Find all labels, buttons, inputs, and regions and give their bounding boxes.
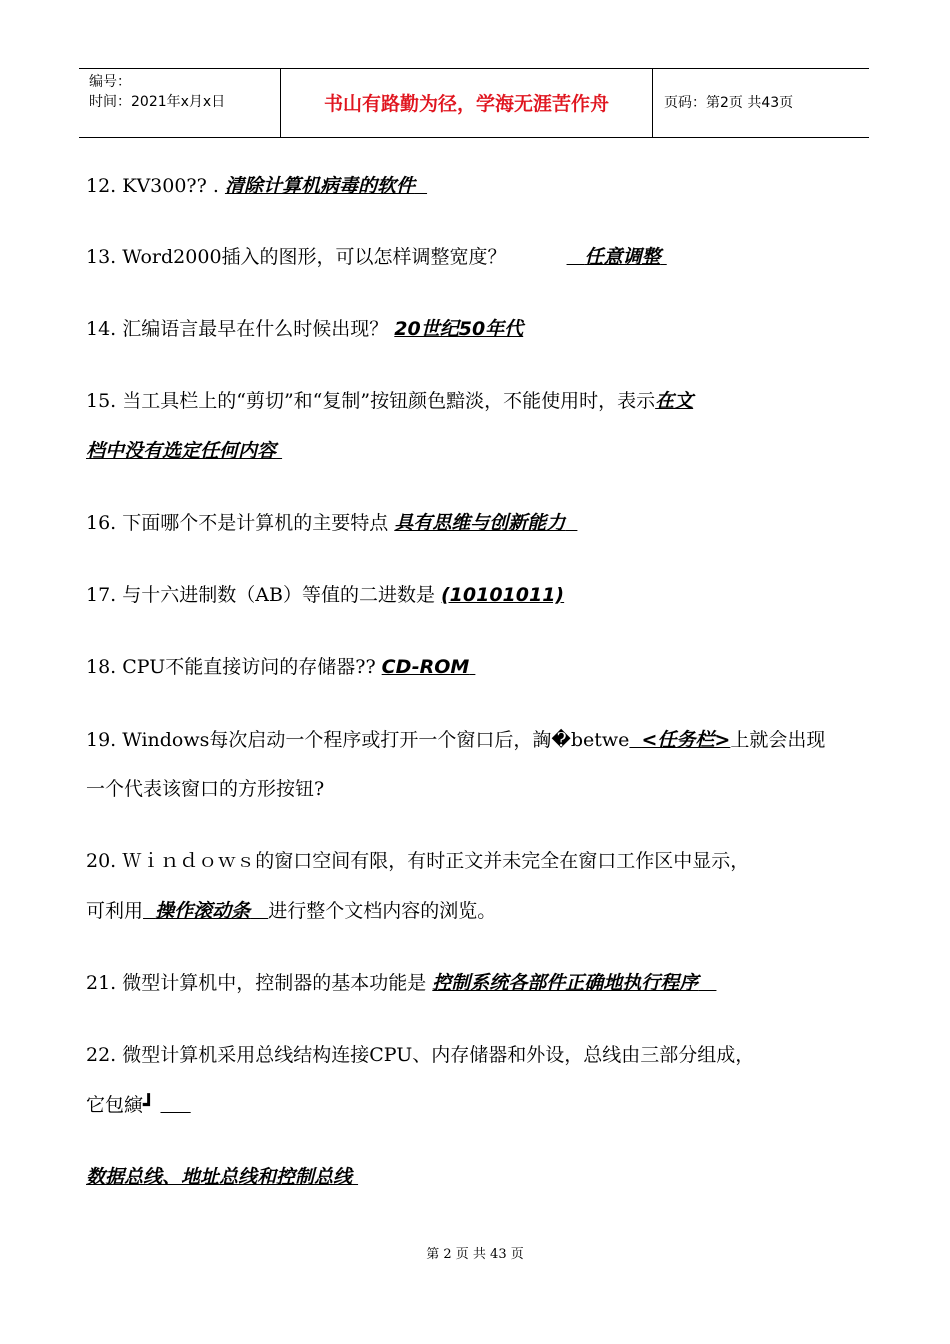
header-page-cell — [654, 69, 869, 137]
question-text-line-2: 一个代表该窗口的方形按钮? — [86, 778, 325, 800]
answer: 控制系统各部件正确地执行程序 — [432, 972, 699, 994]
answer: 操作滚动条 — [155, 900, 251, 922]
question-19 — [86, 727, 866, 753]
answer: 数据总线、地址总线和控制总线 — [86, 1166, 353, 1188]
answer-trail — [565, 512, 577, 534]
header-motto-cell — [281, 69, 653, 137]
answer-lead — [567, 246, 585, 268]
question-text: 12. KV300?? . — [86, 175, 225, 197]
question-22 — [86, 1042, 866, 1068]
answer-blank — [160, 1094, 190, 1116]
question-15 — [86, 388, 866, 414]
question-17 — [86, 582, 866, 608]
question-13 — [86, 244, 866, 270]
answer-trail — [352, 1166, 358, 1188]
page-info: 页码：第2页 共43页 — [664, 95, 794, 111]
answer-trail — [250, 900, 268, 922]
question-20 — [86, 848, 866, 874]
question-text: 14. 汇编语言最早在什么时候出现？ — [86, 318, 395, 340]
answer: 任意调整 — [584, 246, 661, 268]
question-19-line-2 — [86, 776, 866, 802]
question-text-line-2b: 进行整个文档内容的浏览。 — [268, 900, 497, 922]
question-text-line-2a: 可利用 — [86, 900, 144, 922]
question-12 — [86, 173, 866, 199]
answer-trail — [469, 656, 475, 678]
question-22-answer — [86, 1164, 866, 1190]
time-label: 时间：2021年x月x日 — [89, 94, 226, 110]
answer-trail — [276, 440, 282, 462]
question-text: 13. Word2000插入的图形，可以怎样调整宽度？ — [86, 246, 507, 268]
question-text: 15. 当工具栏上的“剪切”和“复制”按钮颜色黯淡，不能使用时，表示 — [86, 390, 656, 412]
question-text: 22. 微型计算机采用总线结构连接CPU、内存储器和外设，总线由三部分组成， — [86, 1044, 755, 1066]
answer-part-2: 档中没有选定任何内容 — [86, 440, 277, 462]
question-text: 16. 下面哪个不是计算机的主要特点 — [86, 512, 395, 534]
question-14 — [86, 316, 866, 342]
page-header — [79, 68, 869, 138]
answer: 清除计算机病毒的软件 — [224, 175, 415, 197]
answer-trail — [698, 972, 716, 994]
question-15-line-2 — [86, 438, 866, 464]
page-footer: 第 2 页 共 43 页 — [426, 1247, 524, 1262]
question-18 — [86, 654, 866, 680]
question-text-continued: 上就会出现 — [730, 729, 826, 751]
number-label: 编号： — [89, 74, 131, 90]
answer-trail — [661, 246, 667, 268]
question-16 — [86, 510, 866, 536]
answer-lead — [629, 729, 641, 751]
question-text: 19. Windows每次启动一个程序或打开一个窗口后，詾�betwe — [86, 729, 630, 751]
header-meta-cell — [79, 69, 281, 137]
question-text-line-2: 它包縯┛ — [86, 1094, 161, 1116]
motto: 书山有路勤为径，学海无涯苦作舟 — [323, 93, 609, 115]
question-text: 21. 微型计算机中，控制器的基本功能是 — [86, 972, 433, 994]
answer-lead — [143, 900, 155, 922]
question-22-line-2 — [86, 1092, 866, 1118]
answer: 具有思维与创新能力 — [394, 512, 566, 534]
question-20-line-2 — [86, 898, 866, 924]
answer-trail — [415, 175, 427, 197]
question-text: 17. 与十六进制数（AB）等值的二进数是 — [86, 584, 441, 606]
answer: 20世纪50年代 — [394, 318, 524, 340]
answer: (10101011) — [440, 584, 565, 606]
question-text: 20. Ｗｉｎｄｏｗｓ的窗口空间有限，有时正文并未完全在窗口工作区中显示， — [86, 850, 750, 872]
answer-part-1: 在文 — [655, 390, 694, 412]
answer: <任务栏> — [641, 729, 731, 751]
question-text: 18. CPU不能直接访问的存储器?? — [86, 656, 382, 678]
answer: CD-ROM — [381, 656, 470, 678]
question-21 — [86, 970, 866, 996]
